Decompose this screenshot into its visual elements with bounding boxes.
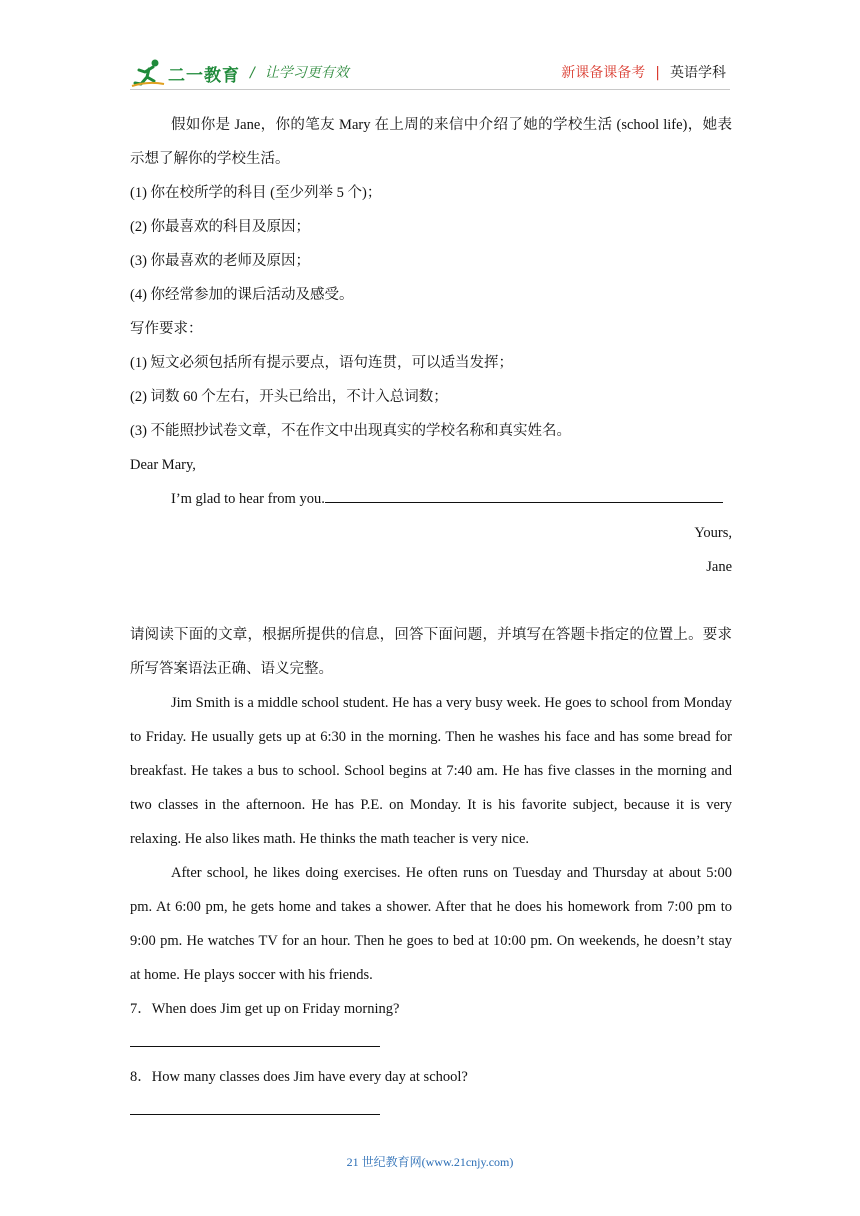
page-footer: 21 世纪教育网(www.21cnjy.com) (346, 1155, 514, 1169)
document-body (130, 108, 732, 1128)
writing-answer-blank[interactable] (325, 488, 723, 503)
answer-line-7[interactable] (130, 1026, 380, 1047)
writing-point: (4) 你经常参加的课后活动及感受。 (130, 287, 354, 303)
header-right (561, 62, 726, 82)
runner-logo-icon (130, 57, 166, 89)
requirement-item: (3) 不能照抄试卷文章，不在作文中出现真实的学校名称和真实姓名。 (130, 423, 572, 439)
page-header (130, 56, 730, 90)
answer-line-8[interactable] (130, 1094, 380, 1115)
question-7: 7．When does Jim get up on Friday morning? (130, 1001, 400, 1017)
logo (130, 56, 240, 90)
header-subject: 英语学科 (670, 65, 726, 81)
header-separator: | (655, 65, 660, 81)
writing-point: (3) 你最喜欢的老师及原因； (130, 253, 311, 269)
logo-text: 二一教育 (168, 65, 240, 86)
letter-closing: Yours, (694, 525, 732, 541)
reading-instruction: 请阅读下面的文章，根据所提供的信息，回答下面问题，并填写在答题卡指定的位置上。要求所写答案语法正确、语义完整。 (130, 627, 732, 677)
writing-intro: 假如你是 Jane，你的笔友 Mary 在上周的来信中介绍了她的学校生活 (school life)，她表示想了解你的学校生活。 (130, 117, 732, 167)
header-divider (130, 89, 730, 90)
header-tag-prep: 新课备课备考 (561, 65, 646, 81)
letter-salutation: Dear Mary, (130, 457, 196, 473)
writing-point: (1) 你在校所学的科目 (至少列举 5 个)； (130, 185, 382, 201)
writing-point: (2) 你最喜欢的科目及原因； (130, 219, 311, 235)
reading-paragraph: After school, he likes doing exercises. He often runs on Tuesday and Thursday at about 5:00 pm. At 6:00 pm, he gets home and takes a shower. After that he does his homework from 7:00 pm to 9:00 pm. He watches TV for an hour. Then he goes to bed at 10:00 pm. On weekends, he doesn’t stay at home. He plays soccer with his friends. (130, 865, 732, 983)
slogan: / 让学习更有效 (250, 65, 349, 81)
question-8: 8．How many classes does Jim have every day at school? (130, 1069, 468, 1085)
requirement-item: (2) 词数 60 个左右，开头已给出，不计入总词数； (130, 389, 448, 405)
reading-paragraph: Jim Smith is a middle school student. He has a very busy week. He goes to school from Monday to Friday. He usually gets up at 6:30 in the morning. Then he washes his face and has some bread for breakfast. He takes a bus to school. School begins at 7:40 am. He has five classes in the morning and two classes in the afternoon. He has P.E. on Monday. It is his favorite subject, because it is very relaxing. He also likes math. He thinks the math teacher is very nice. (130, 695, 732, 847)
requirement-item: (1) 短文必须包括所有提示要点，语句连贯，可以适当发挥； (130, 355, 514, 371)
letter-signature: Jane (706, 559, 732, 575)
requirements-title: 写作要求： (130, 321, 203, 337)
letter-opening: I’m glad to hear from you. (130, 482, 732, 516)
